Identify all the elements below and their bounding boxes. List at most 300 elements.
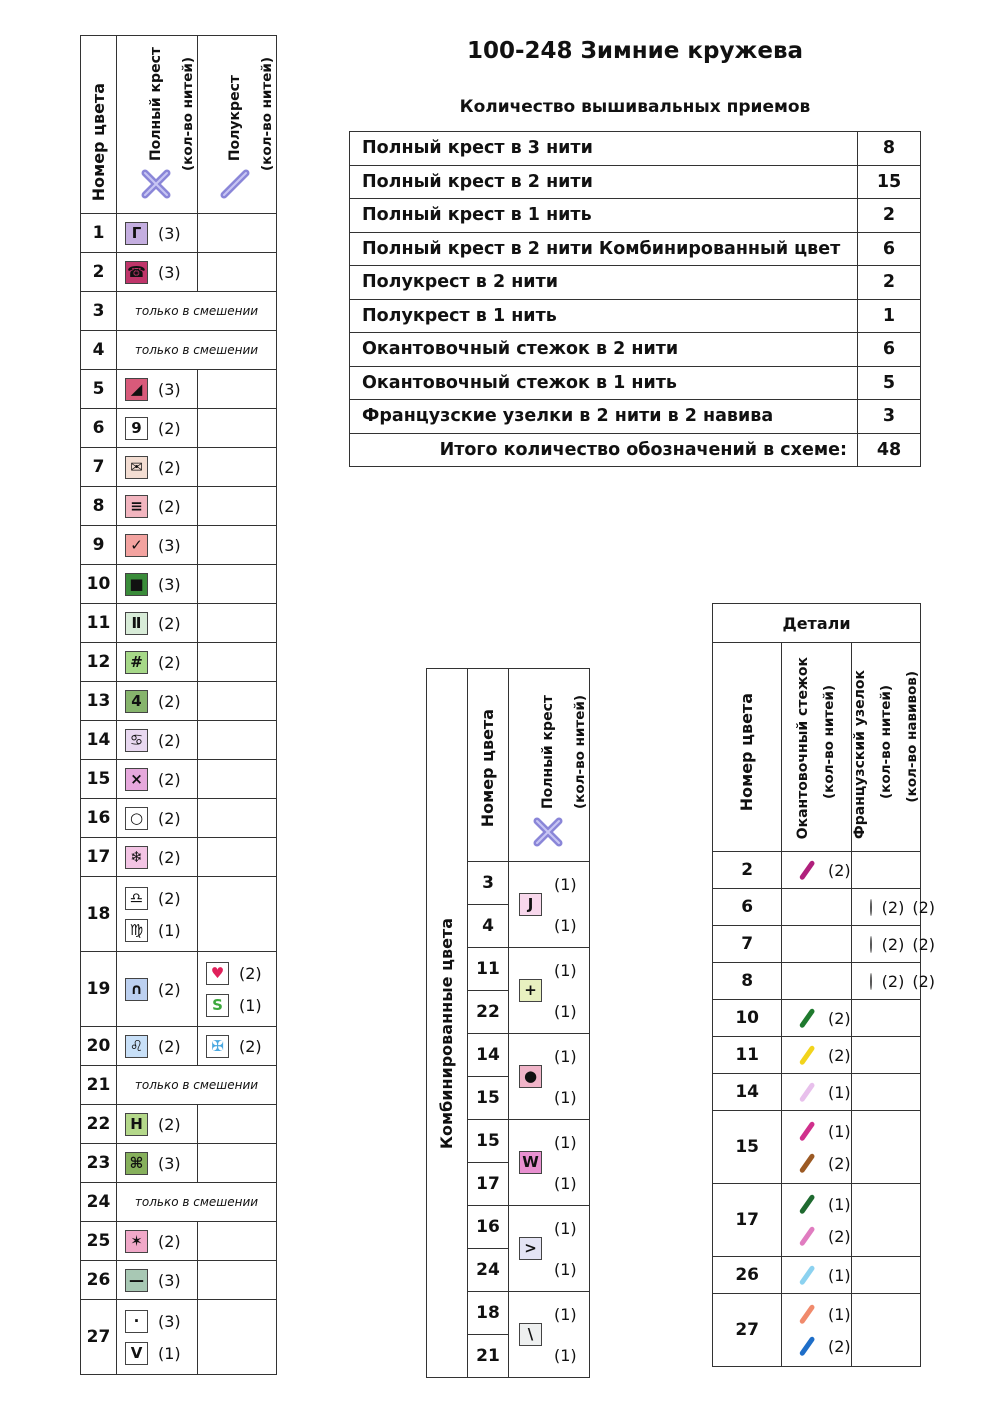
french-knot-cell — [851, 963, 935, 1000]
combined-header-full: Полный крест (кол-во нитей) — [509, 669, 590, 862]
counts-label: Французские узелки в 2 нити в 2 навива — [350, 400, 858, 434]
legend-row — [81, 370, 277, 409]
thread-count: (2) — [158, 496, 181, 516]
symbol-entry — [117, 568, 197, 600]
counts-label: Итого количество обозначений в схеме: — [350, 433, 858, 467]
counts-value: 1 — [858, 299, 921, 333]
color-number: 10 — [713, 1000, 782, 1037]
symbol-entry — [117, 490, 197, 522]
thread-count: (1) — [554, 874, 577, 894]
thread-count: (2) — [827, 1045, 851, 1065]
color-number: 7 — [81, 448, 117, 487]
stitch-symbol: ○ — [125, 807, 148, 830]
thread-count: (2) — [158, 1036, 181, 1056]
full-cross-cell — [117, 214, 198, 253]
french-knot-cell — [851, 1184, 920, 1257]
french-knot-cell — [851, 889, 935, 926]
details-title: Детали — [713, 604, 921, 643]
half-cross-cell — [198, 565, 277, 604]
color-number: 14 — [468, 1034, 509, 1077]
color-number: 18 — [468, 1292, 509, 1335]
half-cross-cell — [198, 448, 277, 487]
french-knot-dot-icon — [870, 973, 872, 990]
counts-row — [350, 199, 921, 233]
legend-row — [81, 1027, 277, 1066]
stitch-symbol: 4 — [125, 690, 148, 713]
details-row — [713, 852, 921, 889]
mix-only-note: только в смешении — [117, 292, 277, 331]
thread-count: (2) — [158, 652, 181, 672]
color-number: 2 — [81, 253, 117, 292]
symbol-entry — [117, 1108, 197, 1140]
half-cross-cell — [198, 253, 277, 292]
backstitch-line-icon — [799, 1226, 815, 1246]
half-cross-cell — [198, 721, 277, 760]
stitch-symbol: > — [519, 1237, 542, 1260]
backstitch-cell — [782, 1257, 851, 1294]
counts-row — [350, 165, 921, 199]
stitch-symbol: — — [125, 1269, 148, 1292]
thread-count: (2) — [158, 769, 181, 789]
full-cross-cell — [117, 448, 198, 487]
french-knot-cell — [851, 1037, 920, 1074]
full-cross-cell — [117, 526, 198, 565]
legend-row — [81, 487, 277, 526]
half-cross-cell — [198, 1222, 277, 1261]
symbol-entry — [117, 1264, 197, 1296]
color-number: 21 — [468, 1335, 509, 1378]
french-knot-cell — [851, 1257, 920, 1294]
counts-value: 2 — [858, 199, 921, 233]
counts-label: Полный крест в 2 нити Комбинированный цвет — [350, 232, 858, 266]
stitch-symbol: ☎ — [125, 261, 148, 284]
details-header-french-knot: Французский узелок (кол-во нитей) (кол-во навивов) — [851, 643, 920, 852]
half-cross-cell — [198, 370, 277, 409]
combined-symbol-cell — [509, 1120, 590, 1206]
thread-count: (1) — [554, 1087, 577, 1107]
color-number: 12 — [81, 643, 117, 682]
details-row — [713, 1111, 921, 1184]
legend-row — [81, 760, 277, 799]
full-cross-icon — [139, 167, 173, 201]
thread-count: (3) — [158, 262, 181, 282]
legend-row — [81, 682, 277, 721]
color-number: 21 — [81, 1066, 117, 1105]
backstitch-entry — [782, 1115, 850, 1147]
stitch-symbol: ✠ — [206, 1035, 229, 1058]
combined-symbol-cell — [509, 1292, 590, 1378]
color-number: 4 — [468, 905, 509, 948]
details-row — [713, 1074, 921, 1111]
legend-row — [81, 1105, 277, 1144]
thread-count: (2) — [827, 1336, 851, 1356]
thread-count: (2) — [881, 934, 905, 954]
symbol-entry — [509, 1133, 589, 1193]
counts-label: Полный крест в 3 нити — [350, 132, 858, 166]
legend-row — [81, 799, 277, 838]
symbol-entry — [117, 451, 197, 483]
color-number: 11 — [468, 948, 509, 991]
color-number: 20 — [81, 1027, 117, 1066]
symbol-entry — [117, 217, 197, 249]
stitch-symbol: ✓ — [125, 534, 148, 557]
counts-row — [350, 433, 921, 467]
backstitch-cell — [782, 1074, 851, 1111]
half-cross-cell — [198, 1144, 277, 1183]
page-title: 100-248 Зимние кружева — [466, 38, 804, 64]
counts-subtitle: Количество вышивальных приемов — [459, 97, 811, 117]
counts-value: 6 — [858, 333, 921, 367]
half-cross-cell — [198, 1261, 277, 1300]
thread-count: (2) — [158, 888, 181, 908]
stitch-symbol: V — [125, 1342, 148, 1365]
counts-row — [350, 132, 921, 166]
color-number: 15 — [468, 1077, 509, 1120]
thread-count: (3) — [158, 1270, 181, 1290]
backstitch-cell — [782, 889, 851, 926]
thread-count: (1) — [158, 1343, 181, 1363]
counts-label: Полный крест в 1 нить — [350, 199, 858, 233]
thread-count: (2) — [158, 457, 181, 477]
color-number: 15 — [468, 1120, 509, 1163]
full-cross-cell — [117, 1105, 198, 1144]
thread-count: (1) — [158, 920, 181, 940]
thread-count: (1) — [827, 1121, 851, 1141]
full-cross-cell — [117, 682, 198, 721]
french-knot-cell — [851, 852, 920, 889]
thread-count: (1) — [554, 1173, 577, 1193]
details-row — [713, 1294, 921, 1367]
stitch-symbol: ♥ — [206, 962, 229, 985]
wrap-count: (2) — [912, 971, 935, 991]
full-cross-cell — [117, 487, 198, 526]
half-cross-cell — [198, 1105, 277, 1144]
counts-row — [350, 266, 921, 300]
french-knot-dot-icon — [870, 899, 872, 916]
half-cross-cell — [198, 1027, 277, 1066]
counts-value: 5 — [858, 366, 921, 400]
legend-row — [81, 1144, 277, 1183]
counts-value: 15 — [858, 165, 921, 199]
half-cross-cell — [198, 682, 277, 721]
stitch-symbol: ✉ — [125, 456, 148, 479]
backstitch-line-icon — [799, 1153, 815, 1173]
thread-count: (2) — [239, 963, 262, 983]
symbol-entry — [117, 529, 197, 561]
details-row — [713, 926, 921, 963]
backstitch-line-icon — [799, 1121, 815, 1141]
half-cross-cell — [198, 952, 277, 1027]
backstitch-entry — [782, 1076, 850, 1108]
backstitch-cell — [782, 1000, 851, 1037]
color-number: 7 — [713, 926, 782, 963]
wrap-count: (2) — [912, 934, 935, 954]
symbol-entry — [117, 973, 197, 1005]
legend-row — [81, 253, 277, 292]
half-cross-cell — [198, 838, 277, 877]
stitch-symbol: ≡ — [125, 495, 148, 518]
stitch-symbol: ● — [519, 1065, 542, 1088]
thread-count: (2) — [881, 971, 905, 991]
symbol-entry — [117, 841, 197, 873]
full-cross-cell — [117, 253, 198, 292]
legend-row — [81, 721, 277, 760]
half-cross-cell — [198, 604, 277, 643]
thread-count: (2) — [158, 691, 181, 711]
symbol-entry — [509, 1219, 589, 1279]
legend-row — [81, 1261, 277, 1300]
stitch-symbol: # — [125, 651, 148, 674]
stitch-symbol: × — [125, 768, 148, 791]
full-cross-cell — [117, 409, 198, 448]
color-number: 3 — [81, 292, 117, 331]
details-row — [713, 1184, 921, 1257]
symbol-entry — [117, 1305, 197, 1337]
thread-count: (1) — [554, 1046, 577, 1066]
header-full-cross: Полный крест (кол-во нитей) — [117, 36, 198, 214]
color-number: 26 — [81, 1261, 117, 1300]
thread-count: (1) — [554, 1218, 577, 1238]
thread-count: (3) — [158, 1153, 181, 1173]
header-half-cross: Полукрест (кол-во нитей) — [198, 36, 277, 214]
thread-count: (1) — [827, 1265, 851, 1285]
symbol-entry — [117, 1225, 197, 1257]
full-cross-cell — [117, 1261, 198, 1300]
backstitch-entry — [782, 1298, 850, 1330]
thread-count: (1) — [554, 1132, 577, 1152]
thread-count: (1) — [554, 1345, 577, 1365]
symbol-entry — [117, 1337, 197, 1369]
combined-symbol-cell — [509, 1206, 590, 1292]
stitch-symbol: \ — [519, 1323, 542, 1346]
symbol-entry — [509, 1047, 589, 1107]
backstitch-line-icon — [799, 1008, 815, 1028]
thread-count: (1) — [554, 960, 577, 980]
color-number: 16 — [81, 799, 117, 838]
stitch-symbol: 9 — [125, 417, 148, 440]
color-number: 3 — [468, 862, 509, 905]
french-knot-entry — [852, 965, 935, 997]
color-number: 11 — [713, 1037, 782, 1074]
half-cross-cell — [198, 643, 277, 682]
thread-count: (1) — [554, 1001, 577, 1021]
thread-counts — [554, 1133, 577, 1193]
thread-count: (2) — [158, 730, 181, 750]
half-cross-cell — [198, 760, 277, 799]
legend-row — [81, 565, 277, 604]
symbol-entry — [117, 914, 197, 946]
combined-symbol-cell — [509, 862, 590, 948]
full-cross-cell — [117, 643, 198, 682]
thread-count: (2) — [827, 1008, 851, 1028]
stitch-symbol: ♋ — [125, 729, 148, 752]
color-number: 16 — [468, 1206, 509, 1249]
color-number: 27 — [713, 1294, 782, 1367]
full-cross-cell — [117, 760, 198, 799]
stitch-symbol: W — [519, 1151, 542, 1174]
backstitch-entry — [782, 1002, 850, 1034]
color-number: 23 — [81, 1144, 117, 1183]
legend-row — [81, 1183, 277, 1222]
symbol-entry — [509, 1305, 589, 1365]
legend-row — [81, 1066, 277, 1105]
backstitch-entry — [782, 1188, 850, 1220]
thread-count: (2) — [158, 979, 181, 999]
header-color-number: Номер цвета — [81, 36, 117, 214]
stitch-symbol: ■ — [125, 573, 148, 596]
stitch-symbol: ✶ — [125, 1230, 148, 1253]
full-cross-cell — [117, 565, 198, 604]
thread-counts — [554, 875, 577, 935]
thread-count: (2) — [158, 808, 181, 828]
backstitch-entry — [782, 1039, 850, 1071]
combined-side-label: Комбинированные цвета — [437, 917, 456, 1149]
mix-only-note: только в смешении — [117, 1066, 277, 1105]
thread-count: (2) — [158, 847, 181, 867]
french-knot-entry — [852, 928, 935, 960]
color-number: 13 — [81, 682, 117, 721]
color-number: 1 — [81, 214, 117, 253]
backstitch-line-icon — [799, 1082, 815, 1102]
color-number: 17 — [81, 838, 117, 877]
french-knot-cell — [851, 926, 935, 963]
full-cross-cell — [117, 877, 198, 952]
legend-row — [81, 214, 277, 253]
color-number: 17 — [468, 1163, 509, 1206]
color-number: 8 — [81, 487, 117, 526]
stitch-symbol: · — [125, 1310, 148, 1333]
symbol-entry — [117, 685, 197, 717]
thread-count: (1) — [827, 1082, 851, 1102]
color-number: 27 — [81, 1300, 117, 1375]
counts-value: 6 — [858, 232, 921, 266]
full-cross-cell — [117, 1222, 198, 1261]
wrap-count: (2) — [912, 897, 935, 917]
combined-symbol-cell — [509, 1034, 590, 1120]
stitch-symbol: ⌘ — [125, 1152, 148, 1175]
french-knot-cell — [851, 1294, 920, 1367]
thread-count: (2) — [158, 613, 181, 633]
half-cross-cell — [198, 487, 277, 526]
thread-count: (1) — [554, 915, 577, 935]
thread-count: (2) — [158, 1114, 181, 1134]
stitch-symbol: S — [206, 994, 229, 1017]
color-number: 22 — [468, 991, 509, 1034]
details-row — [713, 963, 921, 1000]
symbol-entry — [117, 412, 197, 444]
details-row — [713, 889, 921, 926]
stitch-symbol: H — [125, 1113, 148, 1136]
thread-count: (3) — [158, 574, 181, 594]
color-number: 15 — [81, 760, 117, 799]
symbol-entry — [509, 961, 589, 1021]
color-number: 8 — [713, 963, 782, 1000]
color-number: 24 — [81, 1183, 117, 1222]
stitch-symbol: ♎ — [125, 887, 148, 910]
color-number: 4 — [81, 331, 117, 370]
color-number: 25 — [81, 1222, 117, 1261]
symbol-entry — [198, 989, 276, 1021]
stitch-symbol: ◢ — [125, 378, 148, 401]
thread-count: (2) — [827, 860, 851, 880]
color-number: 22 — [81, 1105, 117, 1144]
thread-count: (2) — [158, 1231, 181, 1251]
stitch-symbol: ♍ — [125, 919, 148, 942]
mix-only-note: только в смешении — [117, 1183, 277, 1222]
french-knot-cell — [851, 1074, 920, 1111]
color-number: 15 — [713, 1111, 782, 1184]
counts-label: Полукрест в 1 нить — [350, 299, 858, 333]
color-number: 17 — [713, 1184, 782, 1257]
backstitch-line-icon — [799, 1045, 815, 1065]
french-knot-entry — [852, 891, 935, 923]
thread-count: (3) — [158, 535, 181, 555]
symbol-entry — [198, 1030, 276, 1062]
backstitch-line-icon — [799, 1336, 815, 1356]
legend-row — [81, 643, 277, 682]
counts-row — [350, 400, 921, 434]
legend-row — [81, 952, 277, 1027]
thread-count: (2) — [881, 897, 905, 917]
details-row — [713, 1037, 921, 1074]
french-knot-dot-icon — [870, 936, 872, 953]
counts-row — [350, 333, 921, 367]
counts-table — [349, 131, 921, 467]
combined-symbol-cell — [509, 948, 590, 1034]
counts-value: 3 — [858, 400, 921, 434]
full-cross-cell — [117, 952, 198, 1027]
thread-count: (2) — [827, 1226, 851, 1246]
thread-count: (1) — [827, 1194, 851, 1214]
thread-count: (1) — [554, 1304, 577, 1324]
symbol-entry — [117, 882, 197, 914]
full-cross-cell — [117, 799, 198, 838]
french-knot-cell — [851, 1111, 920, 1184]
half-cross-cell — [198, 799, 277, 838]
full-cross-cell — [117, 721, 198, 760]
backstitch-entry — [782, 1330, 850, 1362]
color-number: 6 — [81, 409, 117, 448]
backstitch-line-icon — [799, 1265, 815, 1285]
mix-only-note: только в смешении — [117, 331, 277, 370]
details-table — [712, 603, 935, 1367]
thread-count: (3) — [158, 1311, 181, 1331]
legend-row — [81, 331, 277, 370]
full-cross-cell — [117, 370, 198, 409]
color-number: 18 — [81, 877, 117, 952]
stitch-symbol: Г — [125, 222, 148, 245]
thread-counts — [554, 1047, 577, 1107]
counts-row — [350, 366, 921, 400]
symbol-entry — [117, 256, 197, 288]
counts-label: Полный крест в 2 нити — [350, 165, 858, 199]
backstitch-cell — [782, 1037, 851, 1074]
thread-count: (2) — [158, 418, 181, 438]
backstitch-entry — [782, 1259, 850, 1291]
symbol-entry — [117, 802, 197, 834]
thread-count: (2) — [827, 1153, 851, 1173]
backstitch-entry — [782, 1147, 850, 1179]
symbol-entry — [117, 763, 197, 795]
backstitch-cell — [782, 963, 851, 1000]
symbol-entry — [117, 1147, 197, 1179]
color-number: 19 — [81, 952, 117, 1027]
combined-side-label-cell — [427, 669, 468, 1378]
legend-row — [81, 409, 277, 448]
symbol-entry — [117, 1030, 197, 1062]
full-cross-cell — [117, 1300, 198, 1375]
thread-counts — [554, 1219, 577, 1279]
